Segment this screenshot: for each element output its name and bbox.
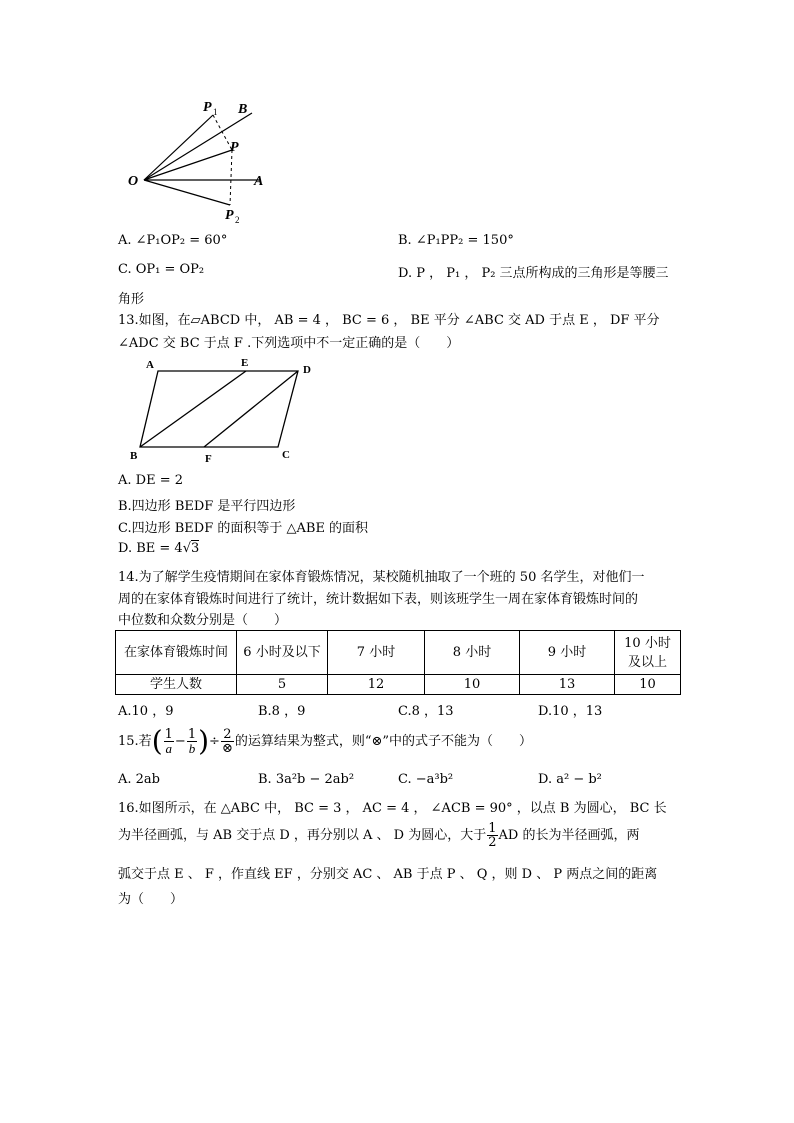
table-cell: 10 (425, 675, 520, 695)
q14-stem-line2: 周的在家体育锻炼时间进行了统计，统计数据如下表，则该班学生一周在家体育锻炼时间的 (118, 592, 639, 607)
table-header-cell: 在家体育锻炼时间 (116, 631, 237, 675)
fraction-2-over-otimes (221, 728, 234, 755)
table-header-cell: 8 小时 (425, 631, 520, 675)
q16-line2-part-b: AD 的长为半径画弧，两 (498, 828, 640, 843)
table-header-cell: 10 小时及以上 (615, 631, 681, 675)
table-header-cell: 9 小时 (520, 631, 615, 675)
table-cell: 12 (328, 675, 425, 695)
table-row-label: 学生人数 (116, 675, 237, 695)
q15-option-d: D. a² − b² (538, 772, 602, 787)
q12-option-b: B. ∠P₁PP₂ = 150° (398, 233, 514, 248)
q14-stem-line3: 中位数和众数分别是（ ） (118, 613, 288, 628)
sqrt-sign: √ (182, 541, 191, 556)
label-d: D (303, 364, 311, 376)
q12-option-a: A. ∠P₁OP₂ = 60° (118, 233, 228, 248)
fraction-1-over-a (164, 728, 174, 755)
q14-option-d: D.10 ，13 (538, 704, 603, 719)
label-f: F (205, 453, 212, 465)
q16-line1: 16.如图所示，在 △ABC 中， BC = 3 ， AC = 4 ， ∠ACB = 90° ，以点 B 为圆心， BC 长 (118, 801, 667, 816)
q14-option-c: C.8 ，13 (398, 704, 454, 719)
label-a: A (254, 174, 264, 189)
q15-prefix: 15.若 (118, 734, 152, 749)
q16-line2 (118, 818, 639, 854)
q14-stem-line1: 14.为了解学生疫情期间在家体育锻炼情况，某校随机抽取了一个班的 50 名学生，对他们一 (118, 570, 645, 585)
frac-denominator: b (188, 741, 196, 756)
label-p2-sub: 2 (235, 215, 240, 225)
table-cell: 5 (237, 675, 328, 695)
q13-option-d-prefix: D. BE = 4 (118, 541, 183, 556)
table-cell: 13 (520, 675, 615, 695)
minus-sign: − (174, 734, 186, 749)
label-b: B (130, 450, 138, 462)
q15-option-c: C. −a³b² (398, 772, 454, 787)
frac-numerator: 2 (221, 728, 234, 742)
q12-option-d-line1: D. P ， P₁ ， P₂ 三点所构成的三角形是等腰三 (398, 266, 669, 281)
q14-option-b: B.8 ，9 (258, 704, 306, 719)
fraction-1-over-b (187, 728, 197, 755)
fraction-one-half (487, 822, 497, 849)
frac-numerator: 1 (187, 727, 197, 742)
q13-option-c: C.四边形 BEDF 的面积等于 △ABE 的面积 (118, 521, 369, 536)
q12-option-d-line2: 角形 (118, 292, 145, 307)
q16-line2-part-a: 为半径画弧，与 AB 交于点 D ，再分别以 A 、 D 为圆心，大于 (118, 828, 487, 843)
table-header-cell: 6 小时及以下 (237, 631, 328, 675)
label-p2: P (225, 208, 234, 223)
label-p: P (230, 140, 239, 155)
label-o: O (128, 174, 139, 189)
exercise-time-table (115, 630, 681, 695)
q14-option-a: A.10 ，9 (118, 704, 174, 719)
table-header-cell: 7 小时 (328, 631, 425, 675)
q13-option-a: A. DE = 2 (118, 473, 183, 488)
q12-option-c: C. OP₁ = OP₂ (118, 262, 205, 277)
q15-stem (118, 724, 532, 760)
table-header-row (116, 631, 681, 675)
q13-stem-line2: ∠ADC 交 BC 于点 F .下列选项中不一定正确的是（ ） (118, 336, 460, 351)
segment-op2 (144, 180, 230, 205)
label-p1-sub: 1 (213, 107, 218, 117)
right-paren: ) (198, 724, 210, 758)
q16-line4: 为（ ） (118, 892, 184, 907)
frac-numerator: 1 (164, 727, 173, 742)
angle-bisector-figure (120, 95, 280, 225)
label-p1: P (203, 100, 212, 115)
q15-option-a: A. 2ab (118, 772, 160, 787)
left-paren: ( (151, 724, 163, 758)
frac-denominator: 2 (488, 835, 497, 850)
segment-df (204, 371, 298, 447)
table-row (116, 675, 681, 695)
divide-sign: ÷ (209, 734, 220, 749)
dashed-pp2 (230, 150, 232, 205)
table-cell: 10 (615, 675, 681, 695)
segment-op1 (144, 115, 213, 180)
frac-denominator: ⊗ (221, 741, 233, 756)
label-b: B (238, 102, 248, 117)
label-c: C (282, 449, 290, 461)
segment-op (144, 150, 232, 180)
parallelogram-figure (128, 355, 328, 470)
frac-numerator: 1 (488, 821, 497, 836)
frac-denominator: a (165, 741, 173, 756)
q13-stem-line1: 13.如图，在▱ABCD 中， AB = 4 ， BC = 6 ， BE 平分 ∠ABC 交 AD 于点 E ， DF 平分 (118, 313, 660, 328)
label-a: A (146, 359, 154, 371)
q16-line3: 弧交于点 E 、 F ，作直线 EF ，分别交 AC 、 AB 于点 P 、 Q ，则 D 、 P 两点之间的距离 (118, 867, 658, 882)
q15-suffix: 的运算结果为整式，则“⊗”中的式子不能为（ ） (234, 734, 533, 749)
q13-option-d-radicand: 3 (191, 541, 200, 556)
q13-option-d (118, 541, 199, 556)
q15-option-b: B. 3a²b − 2ab² (258, 772, 355, 787)
q13-option-b: B.四边形 BEDF 是平行四边形 (118, 499, 296, 514)
label-e: E (241, 357, 249, 369)
